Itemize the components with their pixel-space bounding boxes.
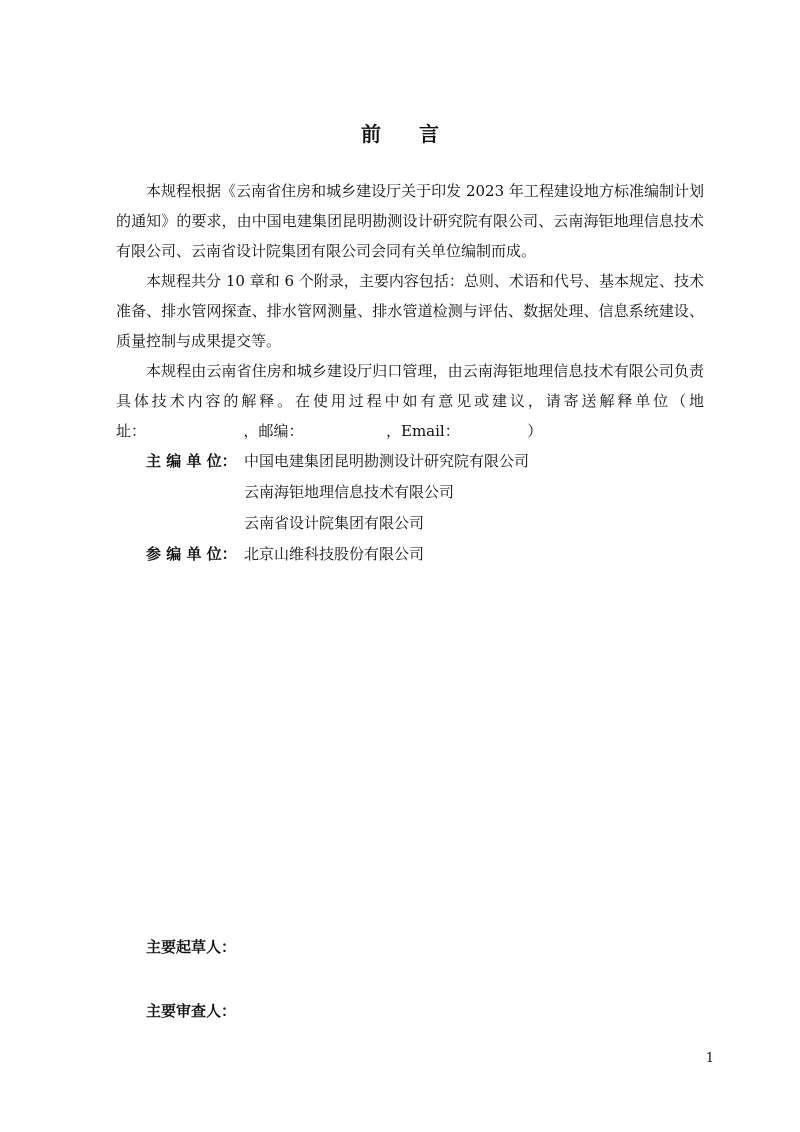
paragraph-contents: 本规程共分 10 章和 6 个附录，主要内容包括：总则、术语和代号、基本规定、技术准备、排水管网探查、排水管网测量、排水管道检测与评估、数据处理、信息系统建设、质量控制与成果提交等。 <box>116 272 704 350</box>
paragraph-interpretation: 本规程由云南省住房和城乡建设厅归口管理，由云南海钜地理信息技术有限公司负责具体技术内容的解释。在使用过程中如有意见或建议，请寄送解释单位（地址： ，邮编： ，Email： ） <box>116 362 704 440</box>
main-reviewers-label: 主要审查人： <box>146 1002 237 1020</box>
chief-editor-unit: 云南省设计院集团有限公司 <box>244 514 425 532</box>
page-title: 前言 <box>361 122 477 146</box>
preface-body <box>116 176 704 570</box>
chief-editor-unit: 云南海钜地理信息技术有限公司 <box>244 483 455 501</box>
chief-editor-unit: 中国电建集团昆明勘测设计研究院有限公司 <box>244 452 530 470</box>
chief-editor-row <box>116 446 704 477</box>
page-number: 1 <box>705 1051 714 1066</box>
chief-editor-row <box>116 508 704 539</box>
participating-label: 参 编 单 位： <box>146 545 237 563</box>
main-drafters-label: 主要起草人： <box>146 938 237 956</box>
chief-editor-label: 主 编 单 位： <box>146 452 237 470</box>
participating-unit: 北京山维科技股份有限公司 <box>244 545 425 563</box>
participating-unit-row <box>116 539 704 570</box>
chief-editor-row <box>116 477 704 508</box>
paragraph-basis: 本规程根据《云南省住房和城乡建设厅关于印发 2023 年工程建设地方标准编制计划的通知》的要求，由中国电建集团昆明勘测设计研究院有限公司、云南海钜地理信息技术有限公司、云南省设计院集团有限公司会同有关单位编制而成。 <box>116 182 704 260</box>
